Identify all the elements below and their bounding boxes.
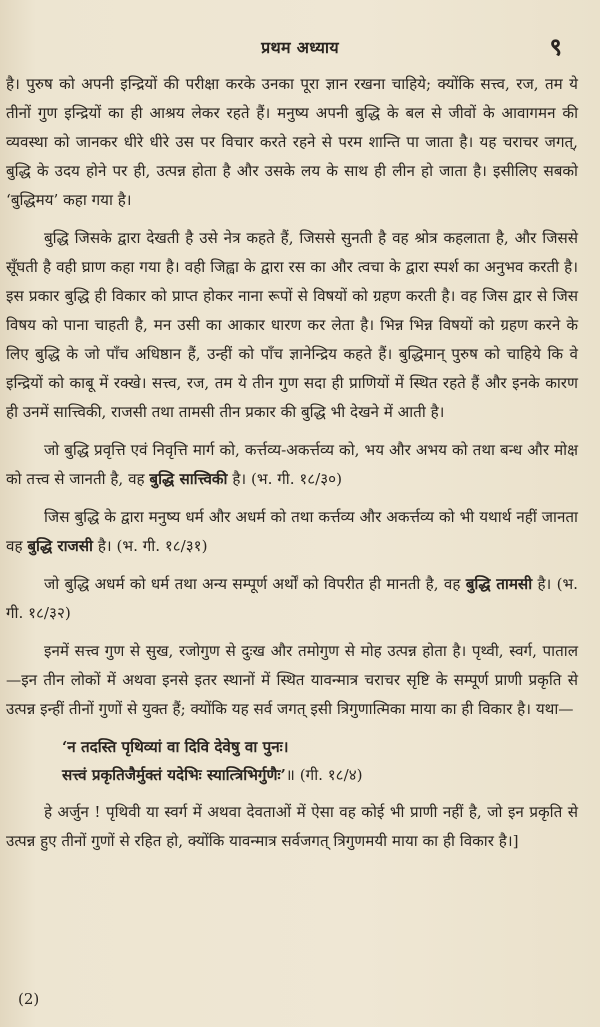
- paragraph-2: बुद्धि जिसके द्वारा देखती है उसे नेत्र कहते हैं, जिससे सुनती है वह श्रोत्र कहलाता है, और जिससे सूँघती है वही घ्राण कहा गया है। वही जिह्वा के द्वारा रस का और त्वचा के द्वारा स्पर्श का अनुभव करती है। इस प्रकार बुद्धि ही विकार को प्राप्त होकर नाना रूपों से विषयों को ग्रहण करती है। वह जिस द्वार से जिस विषय को पाना चाहती है, मन उसी का आकार धारण कर लेता है। भिन्न भिन्न विषयों को ग्रहण करने के लिए बुद्धि के जो पाँच अधिष्ठान हैं, उन्हीं को पाँच ज्ञानेन्द्रिय कहते हैं। बुद्धिमान् पुरुष को चाहिये कि वे इन्द्रियों को काबू में रक्खे। सत्त्व, रज, तम ये तीन गुण सदा ही प्राणियों में स्थित रहते हैं और इनके कारण ही उनमें सात्त्विकी, राजसी तथा तामसी तीन प्रकार की बुद्धि भी देखने में आती है।: [6, 229, 578, 421]
- paragraph-3: [6, 436, 578, 494]
- paragraph-4: [6, 503, 578, 561]
- signature-mark: (2): [18, 990, 40, 1008]
- page-number: ९: [549, 32, 562, 61]
- verse-line-1: ‘न तदस्ति पृथिव्यां वा दिवि देवेषु वा पुनः।: [62, 738, 289, 756]
- verse-line-2-text: सत्त्वं प्रकृतिजैर्मुक्तं यदेभिः स्यात्त्रिभिर्गुणैः’: [62, 766, 286, 784]
- paragraph-5-text: जो बुद्धि अधर्म को धर्म तथा अन्य सम्पूर्ण अर्थों को विपरीत ही मानती है, वह: [44, 575, 466, 593]
- term-sattviki: बुद्धि सात्त्विकी: [149, 470, 228, 488]
- paragraph-7: हे अर्जुन ! पृथिवी या स्वर्ग में अथवा देवताओं में ऐसा वह कोई भी प्राणी नहीं है, जो इन प्रकृति से उत्पन्न हुए तीनों गुणों से रहित हो, क्योंकि यावन्मात्र सर्वजगत् त्रिगुणमयी माया का ही विकार है।]: [6, 803, 578, 850]
- term-rajasi: बुद्धि राजसी: [27, 537, 93, 555]
- verse-line-2: [62, 761, 578, 789]
- paragraph-6: इनमें सत्त्व गुण से सुख, रजोगुण से दुःख और तमोगुण से मोह उत्पन्न होता है। पृथ्वी, स्वर्ग, पाताल—इन तीन लोकों में अथवा इनसे इतर स्थानों में स्थित यावन्मात्र चराचर सृष्टि के सम्पूर्ण प्राणी प्रकृति से उत्पन्न इन्हीं तीनों गुणों से युक्त हैं; क्योंकि यह सर्व जगत् इसी त्रिगुणात्मिका माया का ही विकार है। यथा—: [6, 642, 578, 718]
- page-body: [6, 70, 578, 865]
- paragraph-5: [6, 570, 578, 628]
- gita-verse: [6, 733, 578, 789]
- verse-reference: ॥ (गी. १८/४): [285, 766, 363, 784]
- paragraph-3-ref: है। (भ. गी. १८/३०): [227, 470, 343, 488]
- chapter-title: प्रथम अध्याय: [261, 38, 339, 57]
- paragraph-4-ref: है। (भ. गी. १८/३१): [93, 537, 208, 555]
- term-tamasi: बुद्धि तामसी: [465, 575, 533, 593]
- paragraph-5-ref: है। (भ. गी. १८/३२): [6, 575, 579, 622]
- paragraph-4-text: जिस बुद्धि के द्वारा मनुष्य धर्म और अधर्म को तथा कर्त्तव्य और अकर्त्तव्य को भी यथार्थ नहीं जानता वह: [6, 508, 578, 555]
- paragraph-3-text: जो बुद्धि प्रवृत्ति एवं निवृत्ति मार्ग को, कर्त्तव्य-अकर्त्तव्य को, भय और अभय को तथा बन्ध और मोक्ष को तत्त्व से जानती है, वह: [6, 441, 578, 488]
- paragraph-1: है। पुरुष को अपनी इन्द्रियों की परीक्षा करके उनका पूरा ज्ञान रखना चाहिये; क्योंकि सत्त्व, रज, तम ये तीनों गुण इन्द्रियों का ही आश्रय लेकर रहते हैं। मनुष्य अपनी बुद्धि के बल से जीवों के आवागमन की व्यवस्था को जानकर धीरे धीरे उस पर विचार करते रहने से परम शान्ति पा जाता है। यह चराचर जगत्, बुद्धि के उदय होने पर ही, उत्पन्न होता है और उसके लय के साथ ही लीन हो जाता है। इसीलिए सबको ‘बुद्धिमय’ कहा गया है।: [6, 75, 578, 209]
- page-header: [0, 32, 600, 61]
